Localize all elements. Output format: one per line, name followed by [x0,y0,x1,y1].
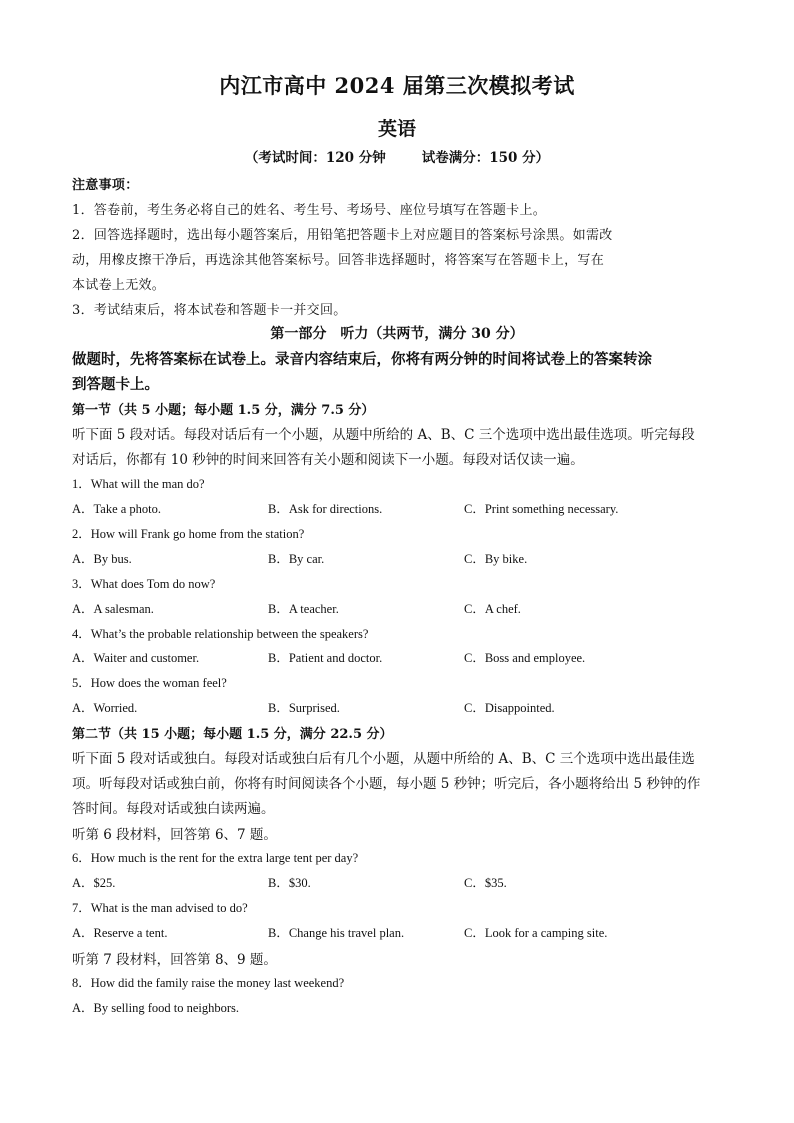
question-1-option-a: A．Take a photo. [72,502,162,516]
question-4: 4．What’s the probable relationship between the speakers? [72,627,369,641]
question-5: 5．How does the woman feel? [72,676,227,690]
section2-directions-line-3: 答时间。每段对话或独白读两遍。 [72,801,275,817]
question-1-option-b: B．Ask for directions. [268,502,383,516]
question-3-option-a: A．A salesman. [72,602,154,616]
notice-heading: 注意事项： [72,178,139,193]
section1-directions-line-2: 对话后，你都有 10 秒钟的时间来回答有关小题和阅读下一小题。每段对话仅读一遍。 [72,452,584,468]
exam-title: 内江市高中 2024 届第三次模拟考试 [219,73,575,98]
question-1-option-c: C．Print something necessary. [464,502,619,516]
question-7: 7．What is the man advised to do? [72,901,248,915]
notice-item-2-line-2: 动，用橡皮擦干净后，再选涂其他答案标号。回答非选择题时，将答案写在答题卡上，写在 [72,253,605,268]
question-7-option-a: A．Reserve a tent. [72,926,168,940]
question-7-option-c: C．Look for a camping site. [464,926,608,940]
part1-instruction-line-2: 到答题卡上。 [72,376,159,393]
question-6-option-a: A．$25. [72,876,116,890]
question-7-option-b: B．Change his travel plan. [268,926,405,940]
notice-item-1: 1．答卷前，考生务必将自己的姓名、考生号、考场号、座位号填写在答题卡上。 [72,203,547,218]
section1-directions-line-1: 听下面 5 段对话。每段对话后有一个小题，从题中所给的 A、B、C 三个选项中选出最佳选项。听完每段 [72,427,695,443]
question-2-option-b: B．By car. [268,552,325,566]
question-3-option-c: C．A chef. [464,602,521,616]
question-2-option-a: A．By bus. [72,552,132,566]
question-3: 3．What does Tom do now? [72,577,216,591]
notice-item-2-line-1: 2．回答选择题时，选出每小题答案后，用铅笔把答题卡上对应题目的答案标号涂黑。如需改 [72,228,613,243]
question-4-option-c: C．Boss and employee. [464,651,586,665]
notice-item-3: 3．考试结束后，将本试卷和答题卡一并交回。 [72,303,347,318]
question-4-option-b: B．Patient and doctor. [268,651,383,665]
material-6-heading: 听第 6 段材料，回答第 6、7 题。 [72,827,277,843]
part1-heading: 第一部分 听力（共两节，满分 30 分） [270,326,524,342]
question-5-option-a: A．Worried. [72,701,138,715]
material-7-heading: 听第 7 段材料，回答第 8、9 题。 [72,952,277,968]
section2-heading: 第二节（共 15 小题；每小题 1.5 分，满分 22.5 分） [72,727,393,742]
exam-time: （考试时间：120 分钟 [244,150,386,166]
notice-item-2-line-3: 本试卷上无效。 [72,278,166,293]
exam-info [0,146,794,166]
section1-heading: 第一节（共 5 小题；每小题 1.5 分，满分 7.5 分） [72,403,375,418]
question-6: 6．How much is the rent for the extra large tent per day? [72,851,359,865]
exam-subject: 英语 [377,118,416,140]
exam-score: 试卷满分：150 分） [421,150,550,166]
question-6-option-b: B．$30. [268,876,311,890]
question-5-option-b: B．Surprised. [268,701,340,715]
section2-directions-line-2: 项。听每段对话或独白前，你将有时间阅读各个小题，每小题 5 秒钟；听完后，各小题将给出 5 秒钟的作 [72,776,701,792]
part1-instruction-line-1: 做题时，先将答案标在试卷上。录音内容结束后，你将有两分钟的时间将试卷上的答案转涂 [72,351,652,368]
question-2-option-c: C．By bike. [464,552,528,566]
question-3-option-b: B．A teacher. [268,602,339,616]
question-4-option-a: A．Waiter and customer. [72,651,200,665]
question-6-option-c: C．$35. [464,876,507,890]
question-8: 8．How did the family raise the money last weekend? [72,976,345,990]
question-8-option-a: A．By selling food to neighbors. [72,1001,240,1015]
question-1: 1．What will the man do? [72,477,205,491]
question-5-option-c: C．Disappointed. [464,701,555,715]
section2-directions-line-1: 听下面 5 段对话或独白。每段对话或独白后有几个小题，从题中所给的 A、B、C 三个选项中选出最佳选 [72,751,695,767]
question-2: 2．How will Frank go home from the station? [72,527,305,541]
